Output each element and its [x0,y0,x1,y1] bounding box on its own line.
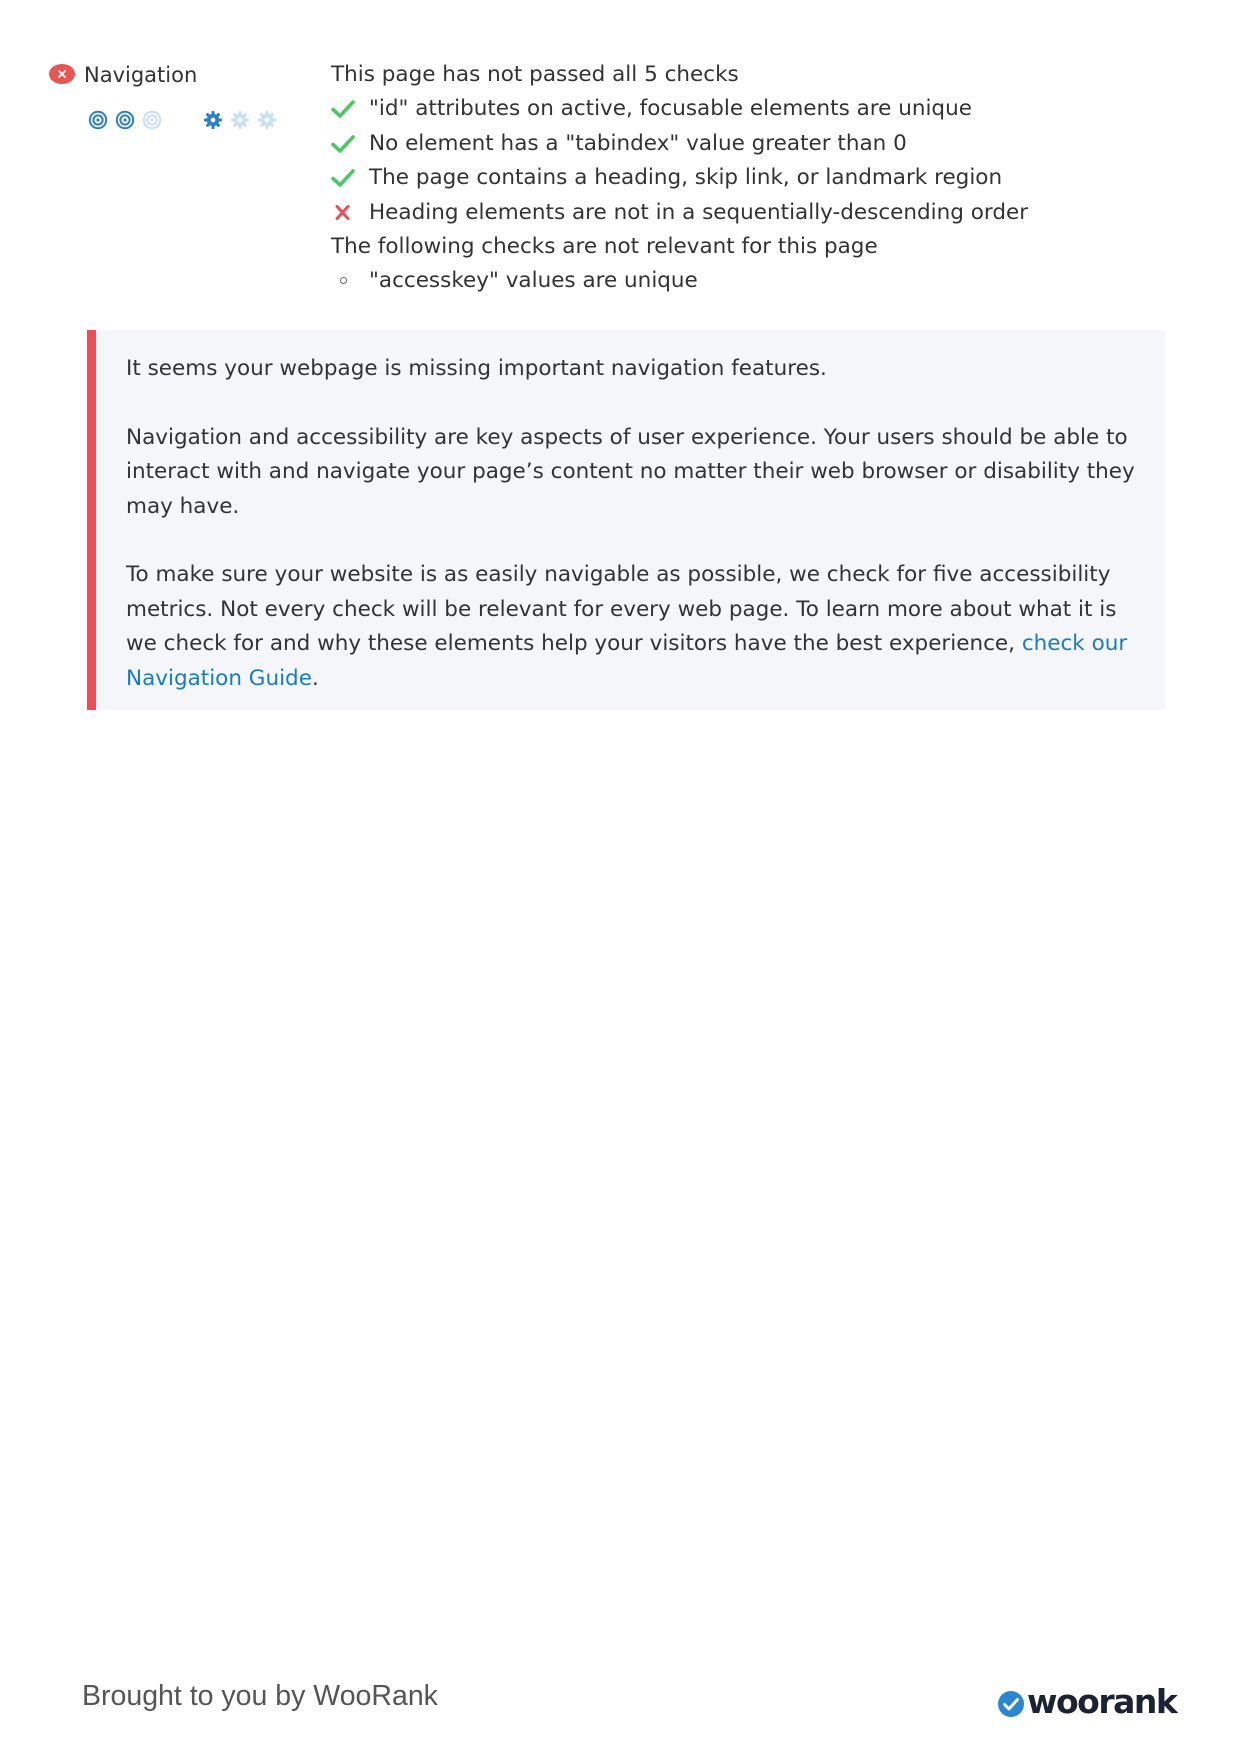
check-text: The page contains a heading, skip link, or landmark region [369,165,1003,191]
check-text: "id" attributes on active, focusable elements are unique [369,96,972,122]
rating-icons [88,110,284,130]
info-text-end: . [311,665,319,691]
fail-status-icon [49,64,75,84]
not-relevant-heading: The following checks are not relevant for this page [331,233,878,259]
cross-icon [331,203,355,223]
woorank-logo-graphic [996,1682,1177,1722]
check-item [331,196,1028,230]
target-icon [115,110,135,130]
info-text: To make sure your website is as easily navigable as possible, we check for five accessibility metrics. Not every check will be relevant for every web page. To learn more about what it is we check for and why these elements help your visitors have the best experience, [126,562,1117,657]
check-item [331,161,1028,195]
navigation-guide-link[interactable]: check our Navigation Guide [126,631,1128,691]
bullet-icon [340,277,347,284]
woorank-logo [996,1682,1177,1722]
info-paragraph [126,558,1135,696]
gear-icon-faded [257,110,277,130]
checks-heading: This page has not passed all 5 checks [331,62,739,87]
svg-text:woorank: woorank [1027,1682,1177,1721]
target-icon-faded [142,110,162,130]
check-item [331,92,1028,126]
checkmark-icon [331,168,355,188]
info-paragraph: Navigation and accessibility are key aspects of user experience. Your users should be able to interact with and navigate your page’s content no matter their web browser or disability they may have. [126,424,1135,519]
not-relevant-text: "accesskey" values are unique [369,268,698,294]
check-text: No element has a "tabindex" value greater than 0 [369,130,907,156]
checkmark-icon [331,134,355,154]
section-title: Navigation [84,63,198,87]
check-text: Heading elements are not in a sequentially-descending order [369,199,1029,225]
gear-icon [203,110,223,130]
checkmark-icon [331,99,355,119]
checks-list [331,58,1028,299]
target-icon [88,110,108,130]
not-relevant-item [331,264,1028,298]
check-item [331,127,1028,161]
info-box [87,330,1165,710]
info-paragraph: It seems your webpage is missing important navigation features. [126,356,827,381]
gear-icon-faded [230,110,250,130]
footer-credit: Brought to you by WooRank [82,1680,438,1712]
